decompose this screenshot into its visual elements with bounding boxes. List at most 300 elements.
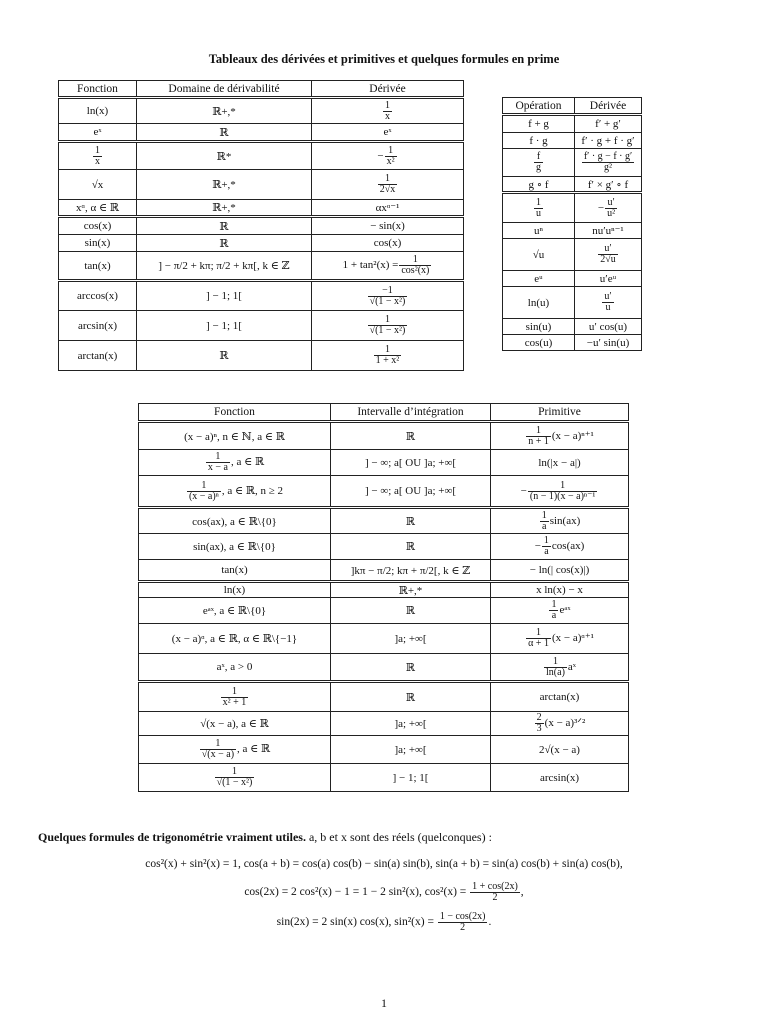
cell-text: sin(x)	[84, 237, 111, 249]
fraction	[215, 767, 255, 788]
cell-dom	[137, 170, 312, 200]
cell-text: ]a; +∞[	[394, 717, 427, 730]
table-row	[503, 193, 642, 223]
cell-dom	[137, 142, 312, 170]
fraction	[544, 657, 567, 678]
cell-text: ℝ*	[216, 150, 232, 163]
fraction	[187, 481, 221, 502]
cell-dom	[137, 341, 312, 371]
cell-der	[575, 319, 642, 335]
col-header-derivee: Dérivée	[575, 98, 642, 115]
cell-int	[331, 560, 491, 582]
cell-der	[575, 287, 642, 319]
cell-text: ℝ	[219, 126, 229, 139]
fraction-denominator: 3	[536, 723, 542, 734]
cell-prefix: −	[597, 201, 605, 214]
cell-dom	[137, 200, 312, 217]
fraction	[200, 739, 236, 760]
cell-text: ℝ	[405, 541, 416, 553]
fraction-denominator: 2√x	[379, 184, 396, 195]
table-row	[503, 271, 642, 287]
cell-int	[331, 582, 491, 598]
fraction-denominator: a	[551, 610, 557, 621]
fraction	[93, 146, 102, 167]
cell-text: ℝ	[405, 691, 416, 704]
cell-p	[491, 654, 629, 682]
fraction-numerator: 1	[368, 315, 408, 326]
cell-dom	[137, 281, 312, 311]
cell-text: √(x − a), a ∈ ℝ	[200, 718, 269, 730]
fraction	[582, 152, 634, 173]
cell-f	[59, 341, 137, 371]
trig-line-3	[0, 912, 768, 933]
table-row	[59, 235, 464, 252]
fraction-numerator: 1	[528, 481, 597, 492]
fraction-numerator: 1	[551, 599, 557, 610]
cell-text: ln(u)	[527, 296, 550, 309]
cell-text: x ln(x) − x	[536, 584, 583, 596]
col-header-primitive: Primitive	[491, 404, 629, 422]
fraction-denominator: √(x − a)	[201, 749, 235, 760]
col-header-domaine: Domaine de dérivabilité	[137, 81, 312, 98]
cell-der	[312, 98, 464, 124]
cell-f	[139, 624, 331, 654]
trig-line-3-text: sin(2x) = 2 sin(x) cos(x), sin²(x) =	[276, 916, 434, 929]
fraction	[399, 255, 431, 276]
fraction-numerator: u′	[605, 198, 617, 209]
cell-dom	[137, 235, 312, 252]
table-row	[503, 149, 642, 177]
trig-line-2-punct: ,	[520, 886, 524, 899]
fraction-numerator: 1	[95, 144, 100, 156]
fraction	[598, 244, 618, 265]
cell-int	[331, 654, 491, 682]
cell-prefix: −	[377, 149, 384, 162]
cell-der	[575, 149, 642, 177]
cell-prefix: −	[534, 540, 541, 553]
cell-op	[503, 115, 575, 133]
table-row	[139, 422, 629, 450]
cell-p	[491, 764, 629, 792]
cell-der	[575, 177, 642, 193]
cell-text: ln(|x − a|)	[538, 456, 581, 469]
trig-line-2-text: cos(2x) = 2 cos²(x) − 1 = 1 − 2 sin²(x), cos²(x) =	[244, 886, 467, 899]
fraction	[535, 713, 544, 734]
trig-line-2-fraction	[470, 882, 520, 903]
cell-suffix: aˣ	[567, 660, 576, 673]
cell-p	[491, 736, 629, 764]
cell-p	[491, 476, 629, 508]
fraction	[368, 286, 408, 307]
fraction-denominator: x − a	[207, 462, 228, 473]
cell-p	[491, 560, 629, 582]
fraction-numerator: u′	[598, 244, 618, 255]
fraction-numerator: 2	[536, 712, 542, 723]
cell-f	[139, 582, 331, 598]
trig-heading-rest: a, b et x sont des réels (quelconques) :	[305, 830, 492, 844]
trig-line-2	[0, 882, 768, 903]
cell-text: f′ · g + f · g′	[581, 134, 635, 147]
cell-f	[59, 142, 137, 170]
col-header-fonction: Fonction	[139, 404, 331, 422]
cell-int	[331, 450, 491, 476]
cell-text: eˣ	[383, 126, 392, 138]
table-row	[59, 217, 464, 235]
cell-op	[503, 271, 575, 287]
cell-p	[491, 682, 629, 712]
cell-text: sin(u)	[525, 320, 552, 333]
cell-suffix: sin(ax)	[549, 514, 581, 527]
cell-op	[503, 287, 575, 319]
fraction-denominator: 1 + x²	[375, 355, 400, 366]
fraction	[383, 101, 392, 122]
cell-text: ℝ	[219, 237, 229, 250]
table-row	[59, 124, 464, 142]
cell-text: cos(x)	[83, 220, 112, 232]
cell-f	[139, 560, 331, 582]
cell-text: ℝ	[219, 220, 229, 233]
table-row	[139, 476, 629, 508]
fraction-denominator: (n − 1)(x − a)ⁿ⁻¹	[529, 490, 596, 502]
table-row	[59, 341, 464, 371]
fraction-numerator: 1	[385, 146, 397, 157]
fraction-denominator: 2	[492, 892, 498, 903]
cell-op	[503, 177, 575, 193]
fraction-numerator: −1	[368, 286, 408, 297]
cell-der	[312, 252, 464, 281]
cell-p	[491, 508, 629, 534]
cell-text: ]a; +∞[	[394, 743, 427, 756]
fraction-numerator: 1	[385, 99, 390, 111]
trig-heading	[38, 830, 492, 845]
cell-p	[491, 582, 629, 598]
cell-dom	[137, 311, 312, 341]
cell-der	[575, 335, 642, 351]
cell-p	[491, 450, 629, 476]
fraction-numerator: 1	[206, 452, 230, 463]
cell-int	[331, 598, 491, 624]
cell-text: cos(ax), a ∈ ℝ\{0}	[192, 515, 277, 528]
cell-text: u′eᵘ	[599, 272, 617, 285]
cell-text: ℝ+,*	[212, 179, 236, 191]
cell-f	[139, 508, 331, 534]
page-number: 1	[381, 996, 387, 1010]
cell-text: 2√(x − a)	[539, 743, 580, 756]
cell-text: (x − a)ᵅ, a ∈ ℝ, α ∈ ℝ\{−1}	[171, 633, 298, 645]
fraction-denominator: g	[536, 162, 541, 173]
fraction	[542, 536, 551, 557]
cell-text: ℝ	[405, 605, 416, 617]
cell-f	[59, 311, 137, 341]
cell-int	[331, 682, 491, 712]
cell-f	[139, 422, 331, 450]
cell-f	[139, 712, 331, 736]
cell-f	[139, 764, 331, 792]
cell-op	[503, 223, 575, 239]
trig-line-3-punct: .	[488, 916, 492, 929]
cell-f	[139, 476, 331, 508]
table-row	[139, 712, 629, 736]
cell-der	[575, 133, 642, 149]
fraction	[605, 198, 617, 219]
cell-text: aˣ, a > 0	[216, 661, 253, 673]
cell-text: cos(x)	[373, 237, 402, 249]
cell-int	[331, 624, 491, 654]
fraction	[540, 511, 549, 532]
cell-der	[312, 217, 464, 235]
table-row	[503, 133, 642, 149]
fraction	[378, 174, 398, 195]
cell-text: f′ × g′ ∘ f	[587, 178, 629, 191]
cell-text: ] − ∞; a[ OU ]a; +∞[	[364, 456, 456, 469]
cell-text: √x	[91, 178, 104, 191]
table-row	[139, 534, 629, 560]
cell-f	[139, 598, 331, 624]
table-row	[139, 624, 629, 654]
cell-text: ℝ	[405, 661, 416, 674]
fraction-denominator: √(1 − x²)	[369, 325, 406, 336]
cell-f	[59, 200, 137, 217]
fraction-denominator: √(1 − x²)	[216, 777, 253, 788]
cell-text: arccos(x)	[77, 290, 118, 302]
table-row	[139, 736, 629, 764]
cell-f	[139, 682, 331, 712]
fraction	[534, 152, 543, 173]
fraction-numerator: f′ · g − f · g′	[583, 151, 633, 162]
fraction-numerator: 1	[526, 628, 551, 639]
table-row	[503, 239, 642, 271]
cell-text: ℝ	[219, 350, 229, 362]
cell-int	[331, 508, 491, 534]
col-header-derivee: Dérivée	[312, 81, 464, 98]
table-row	[59, 98, 464, 124]
cell-text: (x − a)ⁿ, n ∈ ℕ, a ∈ ℝ	[184, 430, 285, 443]
table-row	[59, 170, 464, 200]
trig-line-3-fraction	[438, 912, 488, 933]
table-row	[139, 450, 629, 476]
cell-f	[59, 98, 137, 124]
cell-f	[139, 534, 331, 560]
fraction-numerator: 1	[399, 255, 431, 266]
primitives-table	[138, 403, 629, 792]
fraction	[385, 146, 397, 167]
cell-text: eᵘ	[534, 272, 543, 285]
fraction-denominator: 2√u	[600, 254, 616, 265]
cell-f	[59, 252, 137, 281]
table-row	[59, 142, 464, 170]
cell-op	[503, 133, 575, 149]
fraction-numerator: 1	[544, 657, 567, 668]
cell-op	[503, 193, 575, 223]
cell-int	[331, 534, 491, 560]
cell-text: tan(x)	[84, 259, 111, 272]
trig-heading-bold: Quelques formules de trigonométrie vraiment utiles.	[38, 830, 306, 844]
derivatives-table	[58, 80, 464, 371]
table-row	[59, 252, 464, 281]
table-row	[139, 764, 629, 792]
cell-text: ]a; +∞[	[394, 632, 427, 645]
cell-text: ] − 1; 1[	[392, 771, 429, 784]
cell-dom	[137, 98, 312, 124]
table-row	[59, 311, 464, 341]
cell-suffix: , a ∈ ℝ, n ≥ 2	[221, 484, 284, 497]
col-header-intervalle: Intervalle d’intégration	[331, 404, 491, 422]
cell-suffix: cos(ax)	[551, 540, 585, 553]
cell-f	[59, 170, 137, 200]
cell-text: arctan(x)	[77, 349, 118, 362]
cell-dom	[137, 252, 312, 281]
trig-line-1: cos²(x) + sin²(x) = 1, cos(a + b) = cos(a) cos(b) − sin(a) sin(b), sin(a + b) = sin(a) cos(b) + sin(a) cos(b),	[145, 858, 623, 870]
cell-text: √u	[532, 248, 545, 261]
cell-text: uⁿ	[534, 224, 543, 237]
fraction-numerator: 1	[541, 509, 547, 521]
cell-der	[312, 124, 464, 142]
table-row	[503, 177, 642, 193]
cell-text: sin(ax), a ∈ ℝ\{0}	[193, 541, 276, 553]
cell-text: f′ + g′	[595, 118, 621, 130]
table-row	[503, 115, 642, 133]
fraction-denominator: α + 1	[528, 638, 549, 649]
cell-der	[575, 271, 642, 287]
cell-text: αxᵅ⁻¹	[375, 202, 400, 214]
table-row	[139, 682, 629, 712]
cell-op	[503, 239, 575, 271]
cell-dom	[137, 217, 312, 235]
cell-text: ln(x)	[86, 105, 109, 117]
cell-p	[491, 534, 629, 560]
cell-text: f · g	[529, 134, 548, 147]
fraction-numerator: 1	[221, 687, 249, 698]
cell-text: xᵅ, α ∈ ℝ	[75, 202, 119, 214]
fraction-numerator: 1	[215, 767, 255, 778]
cell-text: ]kπ − π/2; kπ + π/2[, k ∈ ℤ	[350, 564, 471, 577]
cell-suffix: , a ∈ ℝ	[230, 456, 265, 469]
fraction-numerator: 1	[200, 739, 236, 750]
cell-p	[491, 422, 629, 450]
cell-text: arcsin(x)	[77, 319, 118, 332]
cell-der	[312, 170, 464, 200]
fraction	[206, 452, 230, 473]
cell-p	[491, 624, 629, 654]
table-row	[503, 287, 642, 319]
fraction	[374, 345, 402, 366]
cell-text: ln(x)	[223, 584, 246, 596]
fraction-denominator: 2	[460, 922, 466, 933]
fraction-numerator: 1	[378, 174, 398, 185]
cell-p	[491, 598, 629, 624]
fraction	[221, 687, 249, 708]
cell-f	[139, 450, 331, 476]
cell-suffix: (x − a)ᵅ⁺¹	[551, 632, 594, 645]
fraction-numerator: u′	[604, 291, 612, 302]
cell-text: ℝ	[405, 515, 416, 528]
col-header-operation: Opération	[503, 98, 575, 115]
fraction-denominator: a	[544, 546, 549, 557]
fraction-numerator: 1 − cos(2x)	[439, 911, 486, 922]
cell-der	[312, 142, 464, 170]
cell-text: ] − 1; 1[	[206, 290, 242, 302]
cell-f	[139, 736, 331, 764]
cell-text: ] − 1; 1[	[206, 319, 242, 332]
fraction	[526, 628, 551, 649]
fraction-denominator: ln(a)	[546, 666, 565, 678]
cell-der	[575, 239, 642, 271]
cell-text: ℝ+,*	[212, 202, 236, 214]
fraction-denominator: a	[541, 520, 547, 532]
cell-text: eᵃˣ, a ∈ ℝ\{0}	[202, 605, 267, 617]
table-row	[139, 582, 629, 598]
fraction-denominator: √(1 − x²)	[369, 295, 406, 307]
fraction-denominator: (x − a)ⁿ	[188, 490, 219, 502]
cell-dom	[137, 124, 312, 142]
cell-f	[59, 235, 137, 252]
fraction-numerator: 1	[374, 345, 402, 356]
cell-text: ℝ	[405, 430, 416, 443]
fraction-numerator: 1	[543, 535, 549, 546]
cell-text: ] − ∞; a[ OU ]a; +∞[	[364, 485, 456, 497]
cell-op	[503, 319, 575, 335]
cell-der	[312, 281, 464, 311]
fraction-numerator: f	[534, 152, 543, 163]
cell-der	[312, 311, 464, 341]
operations-table	[502, 97, 642, 351]
table-row	[503, 319, 642, 335]
cell-suffix: (x − a)³ᐟ²	[544, 717, 586, 730]
cell-f	[59, 281, 137, 311]
table-row	[139, 654, 629, 682]
cell-int	[331, 764, 491, 792]
fraction-denominator: g²	[604, 162, 612, 173]
cell-text: −u′ sin(u)	[586, 336, 630, 349]
cell-text: ℝ+,*	[398, 584, 423, 597]
cell-suffix: (x − a)ⁿ⁺¹	[551, 429, 594, 442]
fraction	[602, 292, 613, 313]
fraction	[534, 198, 543, 219]
cell-der	[312, 341, 464, 371]
cell-int	[331, 736, 491, 764]
table-row	[503, 335, 642, 351]
cell-f	[59, 217, 137, 235]
fraction-denominator: x	[95, 155, 100, 167]
page-title: Tableaux des dérivées et primitives et quelques formules en prime	[208, 52, 560, 66]
table-row	[139, 598, 629, 624]
table-row	[59, 281, 464, 311]
fraction-denominator: u²	[607, 207, 616, 219]
cell-f	[59, 124, 137, 142]
fraction-denominator: u	[605, 302, 611, 313]
fraction	[526, 426, 551, 447]
cell-p	[491, 712, 629, 736]
fraction	[549, 600, 558, 621]
cell-prefix: 1 + tan²(x) =	[342, 259, 399, 272]
fraction-denominator: x² + 1	[222, 696, 247, 708]
cell-text: − ln(| cos(x)|)	[529, 564, 590, 576]
fraction-denominator: u	[536, 207, 541, 219]
cell-text: cos(u)	[524, 336, 553, 349]
cell-text: g ∘ f	[528, 178, 549, 191]
cell-text: nu′uⁿ⁻¹	[592, 225, 624, 237]
cell-text: tan(x)	[221, 564, 248, 576]
table-row	[59, 200, 464, 217]
fraction-numerator: 1	[187, 481, 221, 492]
cell-text: arcsin(x)	[539, 771, 580, 784]
cell-prefix: −	[520, 484, 527, 497]
fraction	[528, 481, 597, 502]
col-header-fonction: Fonction	[59, 81, 137, 98]
fraction-numerator: 1	[536, 196, 541, 208]
cell-der	[575, 115, 642, 133]
fraction-numerator: 1	[526, 426, 551, 437]
